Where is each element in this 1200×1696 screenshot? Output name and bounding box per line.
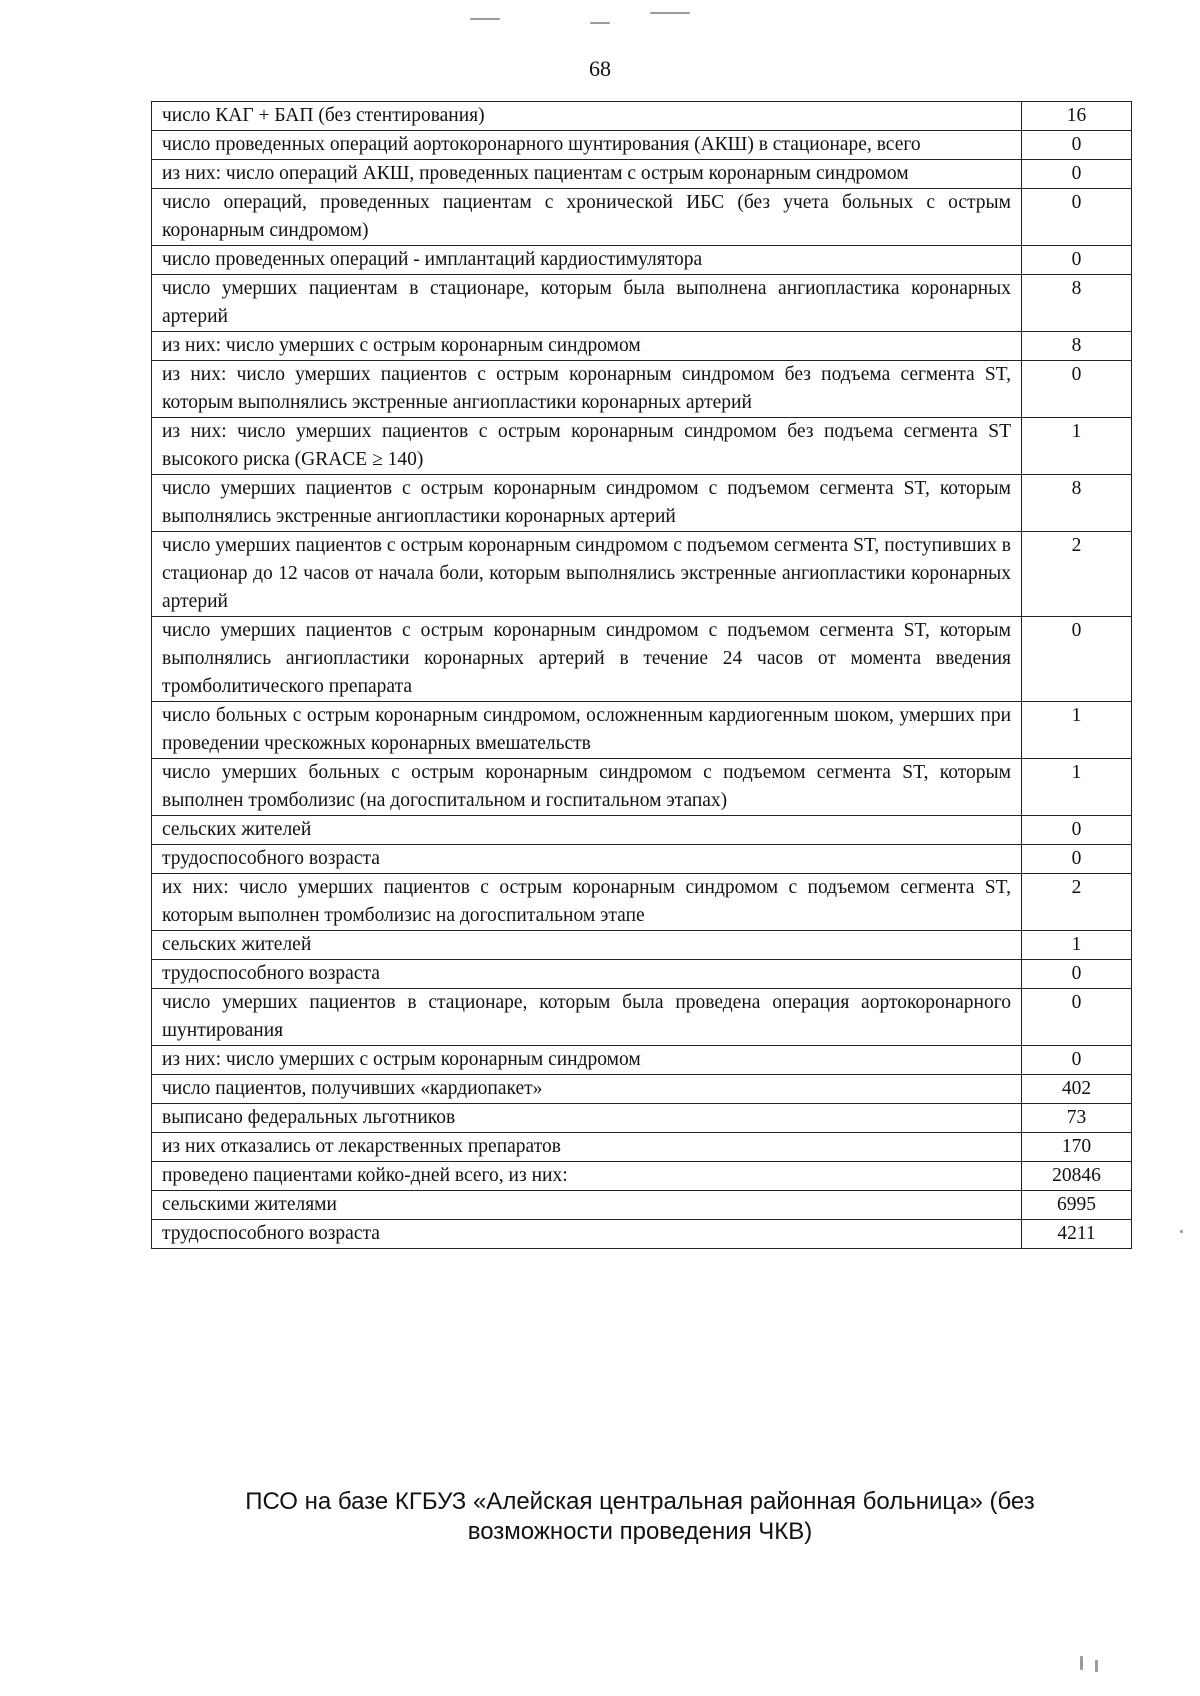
row-value: 20846 xyxy=(1022,1162,1132,1191)
row-label: трудоспособного возраста xyxy=(152,1220,1022,1249)
row-value: 8 xyxy=(1022,475,1132,532)
row-value: 0 xyxy=(1022,160,1132,189)
scan-speck xyxy=(650,12,690,14)
section-title: ПСО на базе КГБУЗ «Алейская центральная районная больница» (без возможности проведения ЧКВ) xyxy=(245,1488,1035,1545)
row-label: число проведенных операций аортокоронарного шунтирования (АКШ) в стационаре, всего xyxy=(152,131,1022,160)
row-label: число умерших пациентов в стационаре, которым была проведена операция аортокоронарного шунтирования xyxy=(152,989,1022,1046)
scan-speck xyxy=(590,22,610,24)
table-row xyxy=(152,131,1132,160)
row-value: 1 xyxy=(1022,702,1132,759)
table-row xyxy=(152,1191,1132,1220)
table-row xyxy=(152,617,1132,702)
row-label: выписано федеральных льготников xyxy=(152,1104,1022,1133)
table-row xyxy=(152,1162,1132,1191)
table-row xyxy=(152,275,1132,332)
table-row xyxy=(152,874,1132,931)
row-value: 2 xyxy=(1022,532,1132,617)
table-row xyxy=(152,532,1132,617)
row-label: из них: число умерших с острым коронарным синдромом xyxy=(152,1046,1022,1075)
scan-speck xyxy=(1095,1660,1098,1672)
table-row xyxy=(152,1046,1132,1075)
row-label: сельскими жителями xyxy=(152,1191,1022,1220)
row-value: 0 xyxy=(1022,816,1132,845)
table-row xyxy=(152,759,1132,816)
row-value: 1 xyxy=(1022,931,1132,960)
table-row xyxy=(152,1104,1132,1133)
scan-speck xyxy=(1180,1230,1183,1233)
row-label: число больных с острым коронарным синдромом, осложненным кардиогенным шоком, умерших при проведении чрескожных коронарных вмешательств xyxy=(152,702,1022,759)
row-label: число умерших пациентов с острым коронарным синдромом с подъемом сегмента ST, которым выполнялись экстренные ангиопластики коронарных артерий xyxy=(152,475,1022,532)
row-label: сельских жителей xyxy=(152,816,1022,845)
table-row xyxy=(152,361,1132,418)
statistics-table xyxy=(151,101,1132,1249)
row-label: из них: число умерших пациентов с острым коронарным синдромом без подъема сегмента ST высокого риска (GRACE ≥ 140) xyxy=(152,418,1022,475)
row-value: 0 xyxy=(1022,617,1132,702)
row-label: из них: число операций АКШ, проведенных пациентам с острым коронарным синдромом xyxy=(152,160,1022,189)
table-row xyxy=(152,332,1132,361)
row-value: 6995 xyxy=(1022,1191,1132,1220)
row-value: 0 xyxy=(1022,131,1132,160)
row-value: 402 xyxy=(1022,1075,1132,1104)
row-value: 1 xyxy=(1022,418,1132,475)
row-label: число пациентов, получивших «кардиопакет» xyxy=(152,1075,1022,1104)
row-value: 73 xyxy=(1022,1104,1132,1133)
table-row xyxy=(152,475,1132,532)
scan-speck xyxy=(470,18,500,20)
table-row xyxy=(152,845,1132,874)
scan-speck xyxy=(1080,1656,1083,1670)
row-value: 0 xyxy=(1022,361,1132,418)
table-row xyxy=(152,418,1132,475)
table-row xyxy=(152,960,1132,989)
row-label: число операций, проведенных пациентам с хронической ИБС (без учета больных с острым коронарным синдромом) xyxy=(152,189,1022,246)
table-row xyxy=(152,102,1132,131)
table-row xyxy=(152,1220,1132,1249)
row-value: 1 xyxy=(1022,759,1132,816)
row-value: 4211 xyxy=(1022,1220,1132,1249)
row-label: сельских жителей xyxy=(152,931,1022,960)
row-value: 8 xyxy=(1022,332,1132,361)
row-value: 16 xyxy=(1022,102,1132,131)
row-value: 0 xyxy=(1022,960,1132,989)
row-label: число проведенных операций - имплантаций кардиостимулятора xyxy=(152,246,1022,275)
table-row xyxy=(152,189,1132,246)
row-value: 0 xyxy=(1022,246,1132,275)
row-label: из них: число умерших с острым коронарным синдромом xyxy=(152,332,1022,361)
row-label: из них отказались от лекарственных препаратов xyxy=(152,1133,1022,1162)
row-label: число умерших больных с острым коронарным синдромом с подъемом сегмента ST, которым выполнен тромболизис (на догоспитальном и госпитальном этапах) xyxy=(152,759,1022,816)
statistics-table-body xyxy=(152,102,1132,1249)
row-label: число умерших пациентов с острым коронарным синдромом с подъемом сегмента ST, которым выполнялись ангиопластики коронарных артерий в течение 24 часов от момента введения тромболитического препарата xyxy=(152,617,1022,702)
table-row xyxy=(152,160,1132,189)
row-label: их них: число умерших пациентов с острым коронарным синдромом с подъемом сегмента ST, которым выполнен тромболизис на догоспитальном этапе xyxy=(152,874,1022,931)
row-label: число КАГ + БАП (без стентирования) xyxy=(152,102,1022,131)
table-row xyxy=(152,989,1132,1046)
row-value: 0 xyxy=(1022,189,1132,246)
row-value: 2 xyxy=(1022,874,1132,931)
table-row xyxy=(152,1133,1132,1162)
row-label: из них: число умерших пациентов с острым коронарным синдромом без подъема сегмента ST, которым выполнялись экстренные ангиопластики коронарных артерий xyxy=(152,361,1022,418)
row-label: трудоспособного возраста xyxy=(152,845,1022,874)
table-row xyxy=(152,931,1132,960)
table-row xyxy=(152,1075,1132,1104)
row-label: число умерших пациентам в стационаре, которым была выполнена ангиопластика коронарных артерий xyxy=(152,275,1022,332)
row-label: трудоспособного возраста xyxy=(152,960,1022,989)
table-row xyxy=(152,816,1132,845)
table-row xyxy=(152,702,1132,759)
row-label: число умерших пациентов с острым коронарным синдромом с подъемом сегмента ST, поступивших в стационар до 12 часов от начала боли, которым выполнялись экстренные ангиопластики коронарных артерий xyxy=(152,532,1022,617)
page-number: 68 xyxy=(589,56,611,81)
table-row xyxy=(152,246,1132,275)
row-value: 0 xyxy=(1022,845,1132,874)
row-value: 0 xyxy=(1022,989,1132,1046)
row-value: 0 xyxy=(1022,1046,1132,1075)
row-label: проведено пациентами койко-дней всего, из них: xyxy=(152,1162,1022,1191)
row-value: 170 xyxy=(1022,1133,1132,1162)
row-value: 8 xyxy=(1022,275,1132,332)
